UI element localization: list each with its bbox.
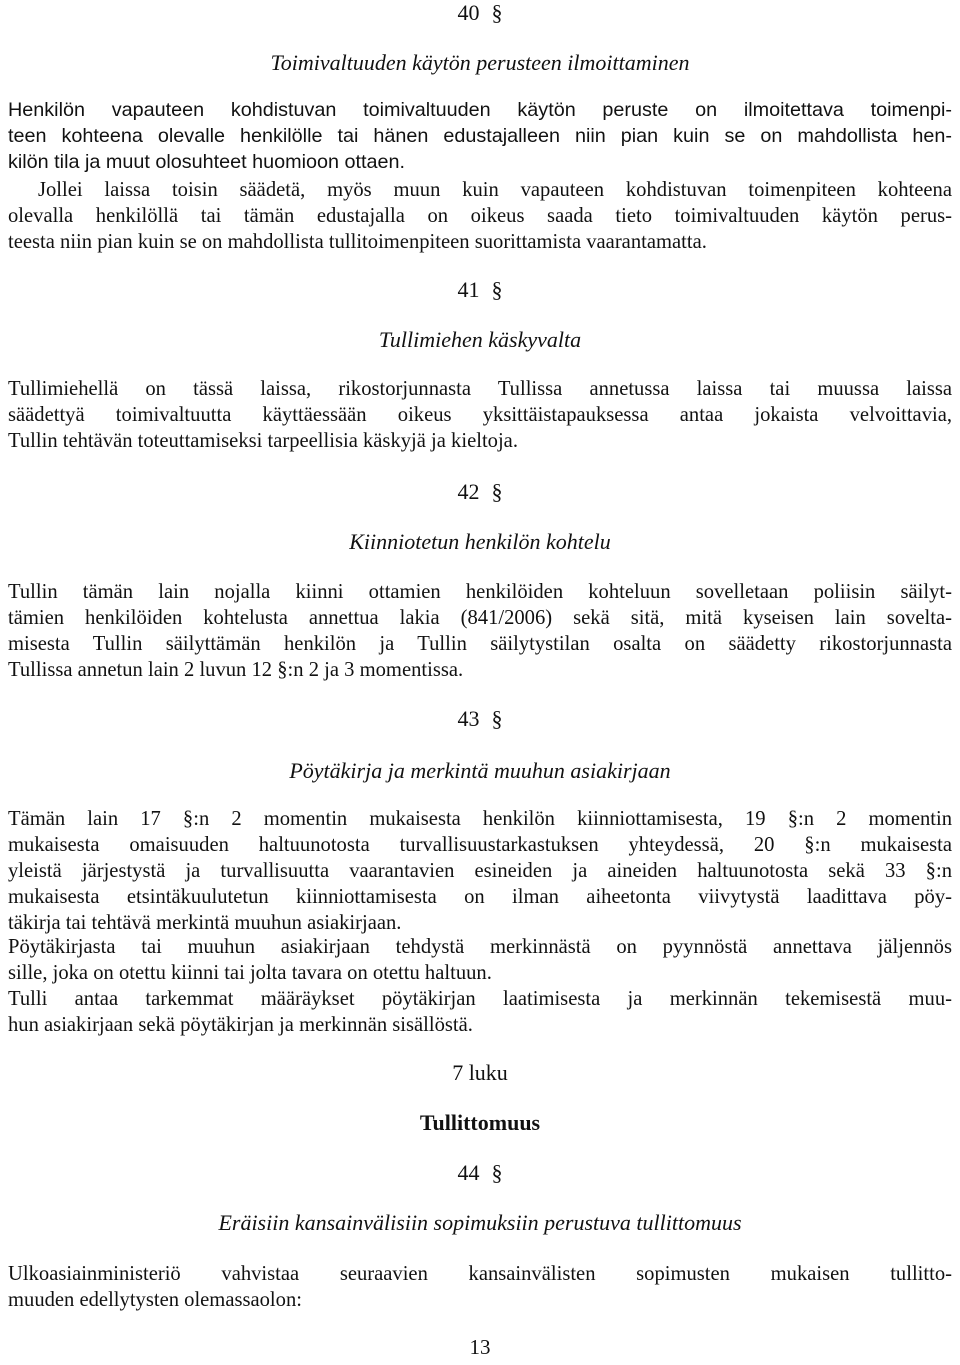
text-line: muuden edellytysten olemassaolon:	[8, 1289, 302, 1311]
text-line: misesta Tullin säilyttämän henkilön ja Tullin säilytystilan osalta on säädetty rikostorjunnasta	[8, 633, 952, 655]
text-line: teen kohteena olevalle henkilölle tai hänen edustajalleen niin pian kuin se on mahdollista hen-	[8, 125, 952, 147]
section-42-heading	[0, 479, 960, 505]
text-line: Tullin tämän lain nojalla kiinni ottamien henkilöiden kohteluun sovelletaan poliisin säilyt-	[8, 581, 952, 603]
text-line: mukaisesta omaisuuden haltuunotosta turvallisuustarkastuksen yhteydessä, 20 §:n mukaisesta	[8, 834, 952, 856]
text-line: Ulkoasiainministeriö vahvistaa seuraavien kansainvälisten sopimusten mukaisen tullitto-	[8, 1263, 952, 1285]
section-number: 42	[457, 479, 480, 504]
text-line: Tämän lain 17 §:n 2 momentin mukaisesta henkilön kiinniottamisesta, 19 §:n 2 momentin	[8, 808, 952, 830]
section-number: 41	[457, 277, 480, 302]
text-line: täkirja tai tehtävä merkintä muuhun asiakirjaan.	[8, 912, 402, 934]
section-43-title: Pöytäkirja ja merkintä muuhun asiakirjaan	[289, 758, 671, 783]
text-line: Pöytäkirjasta tai muuhun asiakirjaan tehdystä merkinnästä on pyynnöstä annettava jäljennös	[8, 936, 952, 958]
text-line: Henkilön vapauteen kohdistuvan toimivaltuuden käytön peruste on ilmoitettava toimenpi-	[8, 99, 952, 121]
text-line: sille, joka on otettu kiinni tai jolta tavara on otettu haltuun.	[8, 962, 492, 984]
section-number: 44	[457, 1160, 480, 1185]
text-line: Tullimiehellä on tässä laissa, rikostorjunnasta Tullissa annetussa laissa tai muussa laissa	[8, 378, 952, 400]
chapter-label: 7 luku	[452, 1060, 508, 1085]
section-44-heading	[0, 1160, 960, 1186]
text-line: tämien henkilöiden kohtelusta annettua lakia (841/2006) sekä sitä, mitä kyseisen lain soveltа-	[8, 607, 952, 629]
text-line: Tullissa annetun lain 2 luvun 12 §:n 2 ja 3 momentissa.	[8, 659, 464, 681]
section-41-title: Tullimiehen käskyvalta	[378, 327, 582, 352]
text-line: Tullin tehtävän toteuttamiseksi tarpeellisia käskyjä ja kieltoja.	[8, 430, 518, 452]
section-sign: §	[491, 706, 503, 731]
section-number: 43	[457, 706, 480, 731]
text-line: olevalla henkilöllä tai tämän edustajalla on oikeus saada tieto toimivaltuuden käytön perus-	[8, 205, 952, 227]
text-line: Jollei laissa toisin säädetä, myös muun kuin vapauteen kohdistuvan toimenpiteen kohteena	[38, 179, 952, 201]
section-40-heading	[0, 0, 960, 26]
page-number: 13	[469, 1335, 491, 1359]
section-44-title: Eräisiin kansainvälisiin sopimuksiin perustuva tullittomuus	[218, 1210, 742, 1235]
section-43-heading	[0, 706, 960, 732]
text-line: teesta niin pian kuin se on mahdollista tullitoimenpiteen suorittamista vaarantamatta.	[8, 231, 707, 253]
text-line: kilön tila ja muut olosuhteet huomioon ottaen.	[8, 151, 405, 173]
section-sign: §	[491, 479, 503, 504]
section-sign: §	[491, 1160, 503, 1185]
chapter-title: Tullittomuus	[419, 1110, 541, 1135]
section-42-title: Kiinniotetun henkilön kohtelu	[349, 529, 611, 554]
section-number: 40	[457, 0, 480, 25]
section-sign: §	[491, 277, 503, 302]
text-line: Tulli antaa tarkemmat määräykset pöytäkirjan laatimisesta ja merkinnän tekemisestä muu-	[8, 988, 952, 1010]
section-sign: §	[491, 0, 503, 25]
section-41-heading	[0, 277, 960, 303]
text-line: hun asiakirjaan sekä pöytäkirjan ja merkinnän sisällöstä.	[8, 1014, 473, 1036]
text-line: säädettyä toimivaltuutta käyttäessään oikeus yksittäistapauksessa antaa jokaista velvoittavia,	[8, 404, 952, 426]
text-line: yleistä järjestystä ja turvallisuutta vaarantavien esineiden ja aineiden haltuunotosta sekä 33 §:n	[8, 860, 952, 882]
section-40-title: Toimivaltuuden käytön perusteen ilmoittaminen	[270, 50, 690, 75]
text-line: mukaisesta etsintäkuulutetun kiinniottamisesta on ilman aiheetonta viivytystä laadittava pöy-	[8, 886, 952, 908]
